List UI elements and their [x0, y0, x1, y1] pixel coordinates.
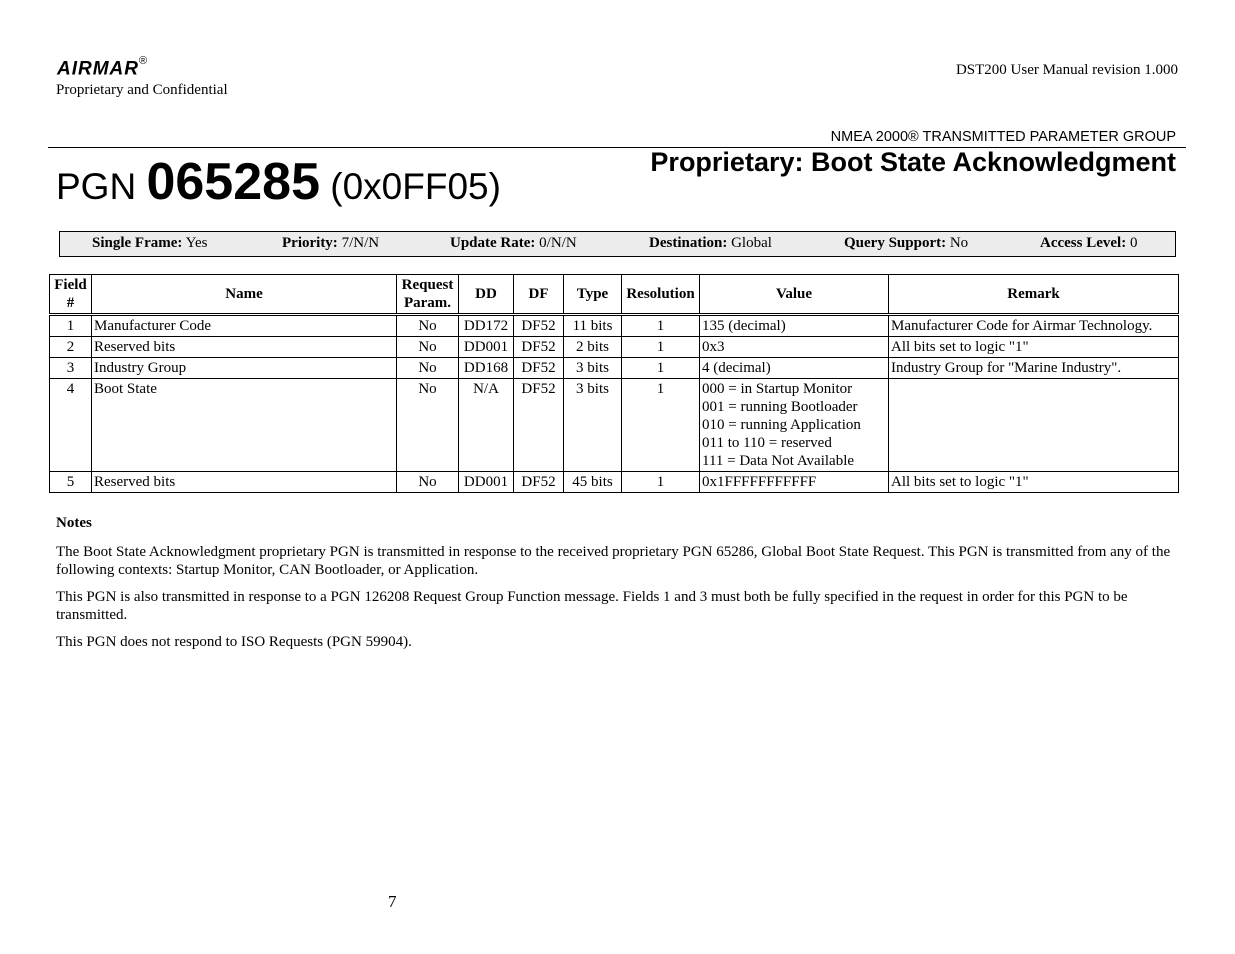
pgn-title: Proprietary: Boot State Acknowledgment: [650, 147, 1176, 177]
cell-field: 1: [50, 315, 92, 337]
cell-name: Manufacturer Code: [92, 315, 397, 337]
prop-access-level: Access Level: 0: [1040, 235, 1138, 251]
prop-update-rate: Update Rate: 0/N/N: [450, 235, 577, 251]
cell-type: 2 bits: [564, 337, 622, 358]
airmar-logo: AIRMAR®: [57, 55, 149, 80]
cell-remark: Industry Group for "Marine Industry".: [889, 358, 1179, 379]
prop-query-support: Query Support: No: [844, 235, 969, 251]
cell-name: Boot State: [92, 379, 397, 472]
prop-single-frame: Single Frame: Yes: [92, 235, 208, 251]
field-table: [49, 274, 1179, 493]
header-field: Field #: [50, 275, 92, 315]
cell-resolution: 1: [622, 472, 700, 493]
prop-priority: Priority: 7/N/N: [282, 235, 380, 251]
cell-remark: All bits set to logic "1": [889, 472, 1179, 493]
cell-request: No: [397, 379, 459, 472]
cell-type: 45 bits: [564, 472, 622, 493]
cell-field: 4: [50, 379, 92, 472]
confidentiality-notice: Proprietary and Confidential: [56, 82, 228, 98]
cell-resolution: 1: [622, 379, 700, 472]
cell-df: DF52: [514, 379, 564, 472]
pgn-prefix: PGN: [56, 166, 137, 207]
cell-field: 3: [50, 358, 92, 379]
prop-destination: Destination: Global: [649, 235, 772, 251]
note-paragraph: This PGN does not respond to ISO Requests (PGN 59904).: [56, 634, 412, 650]
cell-remark: Manufacturer Code for Airmar Technology.: [889, 315, 1179, 337]
header-name: Name: [92, 275, 397, 315]
cell-value: 0x1FFFFFFFFFFF: [700, 472, 889, 493]
cell-request: No: [397, 358, 459, 379]
cell-value: 135 (decimal): [700, 315, 889, 337]
cell-remark: [889, 379, 1179, 472]
cell-name: Reserved bits: [92, 337, 397, 358]
pgn-number: 065285: [146, 153, 320, 211]
header-value: Value: [700, 275, 889, 315]
cell-resolution: 1: [622, 315, 700, 337]
cell-type: 11 bits: [564, 315, 622, 337]
cell-df: DF52: [514, 358, 564, 379]
cell-type: 3 bits: [564, 358, 622, 379]
cell-resolution: 1: [622, 358, 700, 379]
registered-mark: ®: [139, 55, 149, 67]
cell-name: Reserved bits: [92, 472, 397, 493]
note-paragraph: This PGN is also transmitted in response to a PGN 126208 Request Group Function message. Fields 1 and 3 must both be fully specified in the request in order for this PGN to be transmitted.: [56, 589, 1128, 623]
cell-dd: DD001: [459, 337, 514, 358]
cell-dd: DD001: [459, 472, 514, 493]
header-request: Request Param.: [397, 275, 459, 315]
manual-revision: DST200 User Manual revision 1.000: [955, 62, 1178, 78]
header-dd: DD: [459, 275, 514, 315]
cell-field: 5: [50, 472, 92, 493]
cell-value: 4 (decimal): [700, 358, 889, 379]
cell-df: DF52: [514, 315, 564, 337]
cell-dd: DD172: [459, 315, 514, 337]
pgn-heading: [56, 152, 501, 212]
cell-remark: All bits set to logic "1": [889, 337, 1179, 358]
header-resolution: Resolution: [622, 275, 700, 315]
cell-field: 2: [50, 337, 92, 358]
table-row: [50, 337, 1179, 358]
pgn-hex: (0x0FF05): [330, 166, 501, 207]
header-df: DF: [514, 275, 564, 315]
cell-resolution: 1: [622, 337, 700, 358]
section-heading: NMEA 2000® TRANSMITTED PARAMETER GROUP: [830, 129, 1176, 145]
properties-bar: [59, 231, 1176, 257]
cell-value: 000 = in Startup Monitor 001 = running Bootloader 010 = running Application 011 to 110 = reserved 111 = Data Not Available: [700, 379, 889, 472]
table-row: [50, 472, 1179, 493]
cell-request: No: [397, 472, 459, 493]
cell-name: Industry Group: [92, 358, 397, 379]
header-type: Type: [564, 275, 622, 315]
page-number: 7: [388, 892, 397, 911]
notes-heading: Notes: [56, 515, 92, 531]
cell-df: DF52: [514, 472, 564, 493]
header-remark: Remark: [889, 275, 1179, 315]
cell-request: No: [397, 315, 459, 337]
table-row: [50, 315, 1179, 337]
table-row: [50, 379, 1179, 472]
cell-dd: N/A: [459, 379, 514, 472]
note-paragraph: The Boot State Acknowledgment proprietary PGN is transmitted in response to the received proprietary PGN 65286, Global Boot State Request. This PGN is transmitted from any of the following contexts: Startup Monitor, CAN Bootloader, or Application.: [56, 544, 1171, 578]
cell-request: No: [397, 337, 459, 358]
cell-df: DF52: [514, 337, 564, 358]
table-header-row: [50, 275, 1179, 315]
cell-value: 0x3: [700, 337, 889, 358]
cell-dd: DD168: [459, 358, 514, 379]
table-row: [50, 358, 1179, 379]
cell-type: 3 bits: [564, 379, 622, 472]
